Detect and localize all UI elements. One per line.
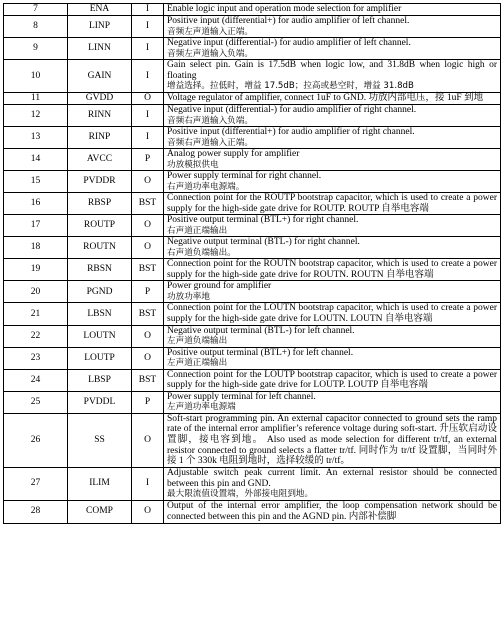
description-english: Gain select pin. Gain is 17.5dB when logic low, and 31.8dB when logic high or floating: [167, 60, 497, 81]
pin-number: 15: [4, 171, 68, 193]
pin-type: BST: [132, 303, 164, 325]
table-row: [4, 193, 501, 215]
description-english: Connection point for the LOUTN bootstrap capacitor, which is used to create a power supply for the high-side gate drive for LOUTN. LOUTN 自举电容端: [167, 303, 497, 324]
pin-description: [164, 105, 501, 127]
pin-description: [164, 369, 501, 391]
description-chinese: 左声道功率电源端: [167, 402, 236, 413]
pin-type: O: [132, 413, 164, 467]
pin-name: LINN: [68, 38, 132, 60]
pin-number: 8: [4, 16, 68, 38]
table-row: [4, 391, 501, 413]
table-row: [4, 369, 501, 391]
description-english: Enable logic input and operation mode selection for amplifier: [167, 4, 402, 15]
pin-description: [164, 467, 501, 500]
pin-description: [164, 413, 501, 467]
pin-number: 9: [4, 38, 68, 60]
pin-name: PGND: [68, 281, 132, 303]
pin-description: [164, 303, 501, 325]
pin-type: O: [132, 171, 164, 193]
pin-type: O: [132, 93, 164, 105]
pin-name: GAIN: [68, 60, 132, 93]
pin-type: O: [132, 237, 164, 259]
pin-type: P: [132, 281, 164, 303]
pin-number: 28: [4, 500, 68, 523]
pin-description-table: [3, 3, 501, 524]
pin-description: [164, 281, 501, 303]
pin-description: [164, 500, 501, 523]
table-row: [4, 16, 501, 38]
description-chinese: 音频左声道输入正端。: [167, 26, 253, 37]
description-english: Soft-start programming pin. An external capacitor connected to ground sets the ramp rate of the internal error amplifier’s reference voltage during soft-start. 升压软启动设置脚，接电容到地。 Also used as mode selection for different tr/tf, an external resistor connected to ground selects a flatter tr/tf. 同时作为 tr/tf 设置脚，当同时外接 1 个 330k 电阻到地时，选择较缓的 tr/tf。: [167, 413, 497, 467]
pin-type: O: [132, 325, 164, 347]
table-row: [4, 237, 501, 259]
description-english: Negative input (differential-) for audio amplifier of left channel.: [167, 38, 411, 48]
pin-type: I: [132, 38, 164, 60]
description-chinese: 右声道负端输出。: [167, 247, 236, 258]
pin-description: [164, 193, 501, 215]
description-english: Connection point for the ROUTP bootstrap capacitor, which is used to create a power supply for the high-side gate drive for ROUTP. ROUTP 自举电容端: [167, 193, 497, 214]
pin-number: 11: [4, 93, 68, 105]
pin-description: [164, 259, 501, 281]
table-row: [4, 60, 501, 93]
pin-name: PVDDL: [68, 391, 132, 413]
pin-name: LBSP: [68, 369, 132, 391]
pin-number: 14: [4, 149, 68, 171]
table-row: [4, 127, 501, 149]
pin-type: P: [132, 149, 164, 171]
description-chinese: 功放模拟供电: [167, 159, 219, 170]
pin-number: 16: [4, 193, 68, 215]
description-english: Negative input (differential-) for audio amplifier of right channel.: [167, 105, 417, 115]
description-chinese: 音频右声道输入负端。: [167, 115, 253, 126]
description-chinese: 右声道功率电源端。: [167, 181, 245, 192]
pin-number: 7: [4, 4, 68, 16]
pin-name: AVCC: [68, 149, 132, 171]
table-row: [4, 4, 501, 16]
pin-type: I: [132, 16, 164, 38]
description-chinese: 音频右声道输入正端。: [167, 137, 253, 148]
pin-name: ROUTN: [68, 237, 132, 259]
table-row: [4, 413, 501, 467]
pin-name: LOUTP: [68, 347, 132, 369]
pin-description: [164, 4, 501, 16]
pin-number: 22: [4, 325, 68, 347]
pin-type: P: [132, 391, 164, 413]
description-english: Positive input (differential+) for audio amplifier of right channel.: [167, 127, 415, 137]
pin-type: I: [132, 60, 164, 93]
description-chinese: 左声道负端输出: [167, 336, 228, 347]
description-english: Connection point for the ROUTN bootstrap capacitor, which is used to create a power supply for the high-side gate drive for ROUTN. ROUTN 自举电容端: [167, 259, 497, 280]
description-english: Output of the internal error amplifier, the loop compensation network should be connected between this pin and the AGND pin. 内部补偿脚: [167, 501, 497, 522]
description-english: Power supply terminal for right channel.: [167, 171, 322, 181]
pin-number: 26: [4, 413, 68, 467]
table-row: [4, 500, 501, 523]
pin-name: RBSP: [68, 193, 132, 215]
description-english: Positive input (differential+) for audio amplifier of left channel.: [167, 16, 410, 26]
pin-type: I: [132, 127, 164, 149]
pin-number: 25: [4, 391, 68, 413]
table-row: [4, 281, 501, 303]
pin-name: LBSN: [68, 303, 132, 325]
pin-number: 10: [4, 60, 68, 93]
pin-number: 23: [4, 347, 68, 369]
description-english: Positive output terminal (BTL+) for right channel.: [167, 215, 359, 226]
pin-type: BST: [132, 259, 164, 281]
description-chinese: 增益选择。拉低时，增益 17.5dB；拉高或悬空时，增益 31.8dB: [167, 81, 414, 92]
description-english: Negative output terminal (BTL-) for left channel.: [167, 325, 355, 336]
pin-description: [164, 127, 501, 149]
pin-type: O: [132, 500, 164, 523]
pin-type: O: [132, 215, 164, 237]
description-english: Positive output terminal (BTL+) for left channel.: [167, 347, 354, 358]
pin-number: 17: [4, 215, 68, 237]
table-row: [4, 467, 501, 500]
table-row: [4, 105, 501, 127]
pin-description: [164, 38, 501, 60]
pin-number: 19: [4, 259, 68, 281]
description-chinese: 功放功率地: [167, 291, 210, 302]
pin-type: O: [132, 347, 164, 369]
pin-name: COMP: [68, 500, 132, 523]
pin-name: LOUTN: [68, 325, 132, 347]
table-row: [4, 93, 501, 105]
pin-name: SS: [68, 413, 132, 467]
table-row: [4, 303, 501, 325]
pin-name: LINP: [68, 16, 132, 38]
pin-name: RINN: [68, 105, 132, 127]
description-english: Analog power supply for amplifier: [167, 149, 300, 159]
pin-number: 20: [4, 281, 68, 303]
pin-type: BST: [132, 193, 164, 215]
pin-type: I: [132, 4, 164, 16]
pin-table-body: [4, 4, 501, 524]
pin-name: RINP: [68, 127, 132, 149]
description-chinese: 右声道正端输出: [167, 225, 228, 236]
pin-description: [164, 237, 501, 259]
pin-name: GVDD: [68, 93, 132, 105]
pin-number: 12: [4, 105, 68, 127]
table-row: [4, 171, 501, 193]
pin-number: 24: [4, 369, 68, 391]
pin-name: PVDDR: [68, 171, 132, 193]
table-row: [4, 259, 501, 281]
pin-description: [164, 149, 501, 171]
description-english: Power supply terminal for left channel.: [167, 391, 316, 402]
table-row: [4, 149, 501, 171]
description-english: Connection point for the LOUTP bootstrap capacitor, which is used to create a power supply for the high-side gate drive for LOUTP. LOUTP 自举电容端: [167, 369, 497, 391]
pin-description: [164, 16, 501, 38]
table-row: [4, 347, 501, 369]
description-chinese: 音频左声道输入负端。: [167, 48, 253, 59]
description-english: Negative output terminal (BTL-) for right channel.: [167, 237, 360, 248]
pin-description: [164, 347, 501, 369]
pin-description: [164, 60, 501, 93]
pin-number: 18: [4, 237, 68, 259]
pin-name: RBSN: [68, 259, 132, 281]
pin-number: 21: [4, 303, 68, 325]
pin-type: I: [132, 467, 164, 500]
pin-name: ILIM: [68, 467, 132, 500]
pin-type: BST: [132, 369, 164, 391]
pin-description: [164, 171, 501, 193]
pin-description: [164, 93, 501, 105]
pin-name: ROUTP: [68, 215, 132, 237]
description-english: Adjustable switch peak current limit. An external resistor should be connected between this pin and GND.: [167, 467, 497, 489]
pin-description: [164, 391, 501, 413]
table-row: [4, 38, 501, 60]
pin-name: ENA: [68, 4, 132, 16]
pin-type: I: [132, 105, 164, 127]
description-english: Power ground for amplifier: [167, 281, 272, 292]
description-chinese: 左声道正端输出: [167, 358, 228, 369]
table-row: [4, 325, 501, 347]
pin-description: [164, 325, 501, 347]
description-chinese: 最大限流值设置端，外部接电阻到地。: [167, 489, 314, 500]
description-english: Voltage regulator of amplifier, connect 1uF to GND. 功放内部电压，接 1uF 到地: [167, 93, 484, 104]
pin-number: 13: [4, 127, 68, 149]
table-row: [4, 215, 501, 237]
pin-description: [164, 215, 501, 237]
pin-number: 27: [4, 467, 68, 500]
